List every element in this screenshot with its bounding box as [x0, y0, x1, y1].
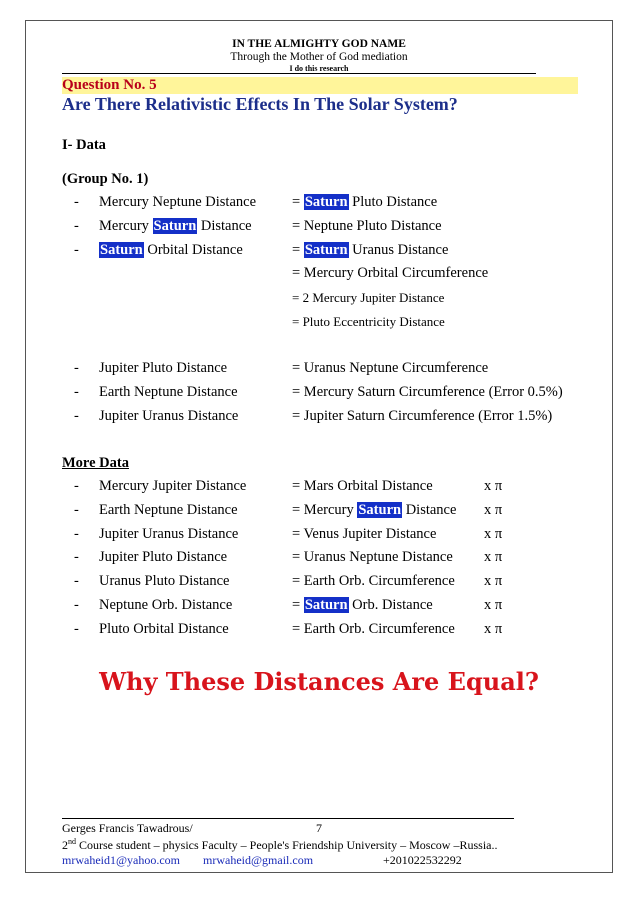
page-number: 7: [316, 821, 322, 835]
text-fragment: Orbital Distance: [143, 241, 243, 258]
question-label: Question No. 5: [62, 77, 157, 93]
text-fragment: = Uranus Neptune Distance: [292, 549, 453, 566]
text-fragment: = Earth Orb. Circumference: [292, 573, 455, 590]
highlighted-word: Saturn: [304, 597, 348, 613]
data-row-left: [99, 502, 238, 519]
footer-email-1[interactable]: mrwaheid1@yahoo.com: [62, 853, 181, 867]
highlighted-word: Saturn: [358, 501, 402, 518]
data-row-right: [292, 218, 442, 235]
section-1-heading: I- Data: [62, 137, 106, 153]
header-line-2: Through the Mother of God mediation: [230, 51, 408, 63]
list-bullet: -: [74, 194, 79, 210]
pi-multiplier: x π: [484, 525, 503, 542]
text-fragment: Neptune Orb. Distance: [99, 597, 233, 613]
text-fragment: Earth Neptune Distance: [99, 501, 238, 518]
text-fragment: Jupiter Pluto Distance: [99, 549, 228, 566]
data-row-left: [99, 478, 246, 495]
data-row-right: [292, 526, 436, 543]
page-frame: [25, 20, 613, 873]
data-row-left: [99, 526, 238, 543]
text-fragment: Uranus Pluto Distance: [99, 573, 230, 590]
list-bullet: -: [74, 383, 79, 400]
data-row-left: [99, 597, 232, 614]
data-row-right: = Jupiter Saturn Circumference (Error 1.5%): [292, 407, 553, 424]
data-row-left: [99, 218, 252, 235]
text-fragment: =: [292, 597, 304, 613]
text-fragment: =: [292, 241, 304, 258]
text-fragment: = Mars Orbital Distance: [292, 478, 433, 494]
list-bullet: -: [74, 620, 79, 637]
list-bullet: -: [74, 525, 79, 542]
list-bullet: -: [74, 597, 79, 613]
section-2-heading: More Data: [62, 455, 129, 471]
data-row-left: [99, 621, 229, 638]
header-line-1: IN THE ALMIGHTY GOD NAME: [232, 38, 406, 50]
data-row-extra: = Pluto Eccentricity Distance: [292, 314, 445, 329]
affiliation-course-number: 2: [62, 838, 68, 852]
pi-multiplier: x π: [484, 549, 503, 566]
list-bullet: -: [74, 501, 79, 518]
footer-phone: +201022532292: [383, 853, 462, 867]
list-bullet: -: [74, 360, 79, 376]
data-row-left: [99, 549, 227, 566]
list-bullet: -: [74, 217, 79, 234]
data-row-extra: = 2 Mercury Jupiter Distance: [292, 290, 445, 306]
data-row-right: = Uranus Neptune Circumference: [292, 360, 489, 376]
text-fragment: Distance: [402, 501, 457, 518]
text-fragment: = Earth Orb. Circumference: [292, 620, 455, 637]
data-row-left: Jupiter Pluto Distance: [99, 360, 228, 376]
data-row-right: [292, 478, 433, 495]
text-fragment: Mercury Jupiter Distance: [99, 478, 247, 494]
group-heading: (Group No. 1): [62, 171, 149, 187]
affiliation-ordinal: nd: [68, 837, 76, 846]
highlighted-word: Saturn: [304, 194, 348, 210]
pi-multiplier: x π: [484, 501, 503, 518]
text-fragment: Pluto Orbital Distance: [99, 620, 229, 637]
text-fragment: Pluto Distance: [348, 194, 438, 210]
text-fragment: = Neptune Pluto Distance: [292, 217, 442, 234]
highlighted-word: Saturn: [153, 217, 197, 234]
text-fragment: = Mercury: [292, 501, 358, 518]
text-fragment: = Venus Jupiter Distance: [292, 525, 437, 542]
text-fragment: Orb. Distance: [348, 597, 433, 613]
pi-multiplier: x π: [484, 478, 503, 494]
data-row-left: [99, 242, 243, 259]
data-row-right: [292, 549, 453, 566]
highlighted-word: Saturn: [100, 241, 143, 258]
data-row-right: [292, 573, 455, 590]
header-divider: [62, 73, 536, 74]
list-bullet: -: [74, 549, 79, 566]
text-fragment: Mercury Neptune Distance: [99, 194, 257, 210]
data-row-right: = Mercury Saturn Circumference (Error 0.5%): [292, 383, 563, 400]
data-row-right: [292, 597, 433, 614]
data-row-left: [99, 194, 256, 211]
header-line-3: I do this research: [289, 64, 349, 73]
data-row-right: [292, 621, 455, 638]
pi-multiplier: x π: [484, 620, 503, 637]
footer-divider: [62, 818, 514, 819]
data-row-left: Earth Neptune Distance: [99, 383, 238, 400]
data-row-left: Jupiter Uranus Distance: [99, 407, 239, 424]
why-question-heading: Why These Distances Are Equal?: [99, 667, 539, 696]
footer-author: Gerges Francis Tawadrous/: [62, 821, 193, 835]
pi-multiplier: x π: [484, 597, 503, 613]
pi-multiplier: x π: [484, 573, 503, 590]
text-fragment: Uranus Distance: [348, 241, 449, 258]
data-row-right: [292, 502, 456, 519]
data-row-right: [292, 242, 448, 259]
text-fragment: =: [292, 194, 304, 210]
list-bullet: -: [74, 573, 79, 590]
affiliation-text: Course student – physics Faculty – People's Friendship University – Moscow –Russia..: [76, 838, 498, 852]
question-title: Are There Relativistic Effects In The Solar System?: [62, 94, 458, 114]
list-bullet: -: [74, 241, 79, 258]
footer-affiliation: [62, 837, 497, 853]
footer-email-2[interactable]: mrwaheid@gmail.com: [203, 853, 314, 867]
data-row-right: [292, 194, 437, 211]
highlighted-word: Saturn: [304, 241, 348, 258]
list-bullet: -: [74, 478, 79, 494]
text-fragment: Jupiter Uranus Distance: [99, 525, 239, 542]
data-row-extra: = Mercury Orbital Circumference: [292, 265, 489, 282]
text-fragment: Distance: [197, 217, 252, 234]
list-bullet: -: [74, 407, 79, 424]
data-row-left: [99, 573, 229, 590]
text-fragment: Mercury: [99, 217, 153, 234]
